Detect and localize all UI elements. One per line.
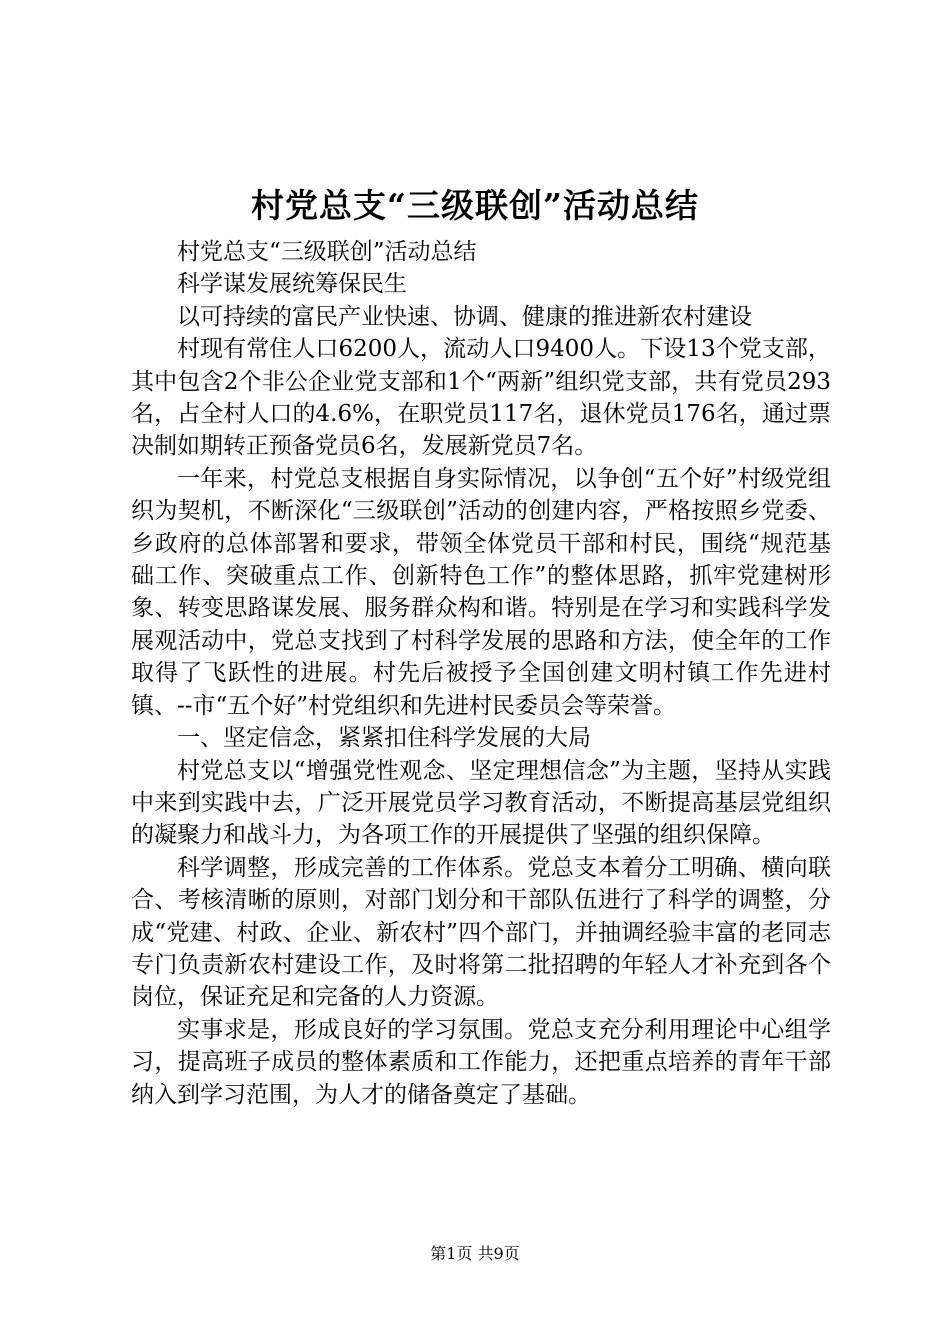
document-title: 村党总支“三级联创”活动总结 — [251, 186, 699, 225]
paragraph: 科学调整，形成完善的工作体系。党总支本着分工明确、横向联合、考核清晰的原则，对部门划分和干部队伍进行了科学的调整，分成“党建、村政、企业、新农村”四个部门，并抽调经验丰富的老同志专门负责新农村建设工作，及时将第二批招聘的年轻人才补充到各个岗位，保证充足和完备的人力资源。 — [131, 854, 831, 1011]
paragraph: 一年来，村党总支根据自身实际情况，以争创“五个好”村级党组织为契机，不断深化“三级联创”活动的创建内容，严格按照乡党委、乡政府的总体部署和要求，带领全体党员干部和村民，围绕“规范基础工作、突破重点工作、创新特色工作”的整体思路，抓牢党建树形象、转变思路谋发展、服务群众构和谐。特别是在学习和实践科学发展观活动中，党总支找到了村科学发展的思路和方法，使全年的工作取得了飞跃性的进展。村先后被授予全国创建文明村镇工作先进村镇、--市“五个好”村党组织和先进村民委员会等荣誉。 — [131, 465, 831, 719]
page-footer: 第1页 共9页 — [430, 1244, 520, 1263]
document-body — [131, 236, 831, 1111]
paragraph: 科学谋发展统筹保民生 — [177, 271, 407, 298]
paragraph: 实事求是，形成良好的学习氛围。党总支充分利用理论中心组学习，提高班子成员的整体素质和工作能力，还把重点培养的青年干部纳入到学习范围，为人才的储备奠定了基础。 — [131, 1016, 831, 1108]
paragraph: 村党总支以“增强党性观念、坚定理想信念”为主题，坚持从实践中来到实践中去，广泛开展党员学习教育活动，不断提高基层党组织的凝聚力和战斗力，为各项工作的开展提供了坚强的组织保障。 — [131, 757, 831, 849]
paragraph: 以可持续的富民产业快速、协调、健康的推进新农村建设 — [177, 303, 752, 330]
section-heading: 一、坚定信念，紧紧扣住科学发展的大局 — [177, 725, 591, 752]
paragraph: 村现有常住人口6200人，流动人口9400人。下设13个党支部，其中包含2个非公企业党支部和1个“两新”组织党支部，共有党员293名，占全村人口的4.6%，在职党员117名，退休党员176名，通过票决制如期转正预备党员6名，发展新党员7名。 — [131, 336, 831, 460]
paragraph: 村党总支“三级联创”活动总结 — [177, 239, 477, 265]
